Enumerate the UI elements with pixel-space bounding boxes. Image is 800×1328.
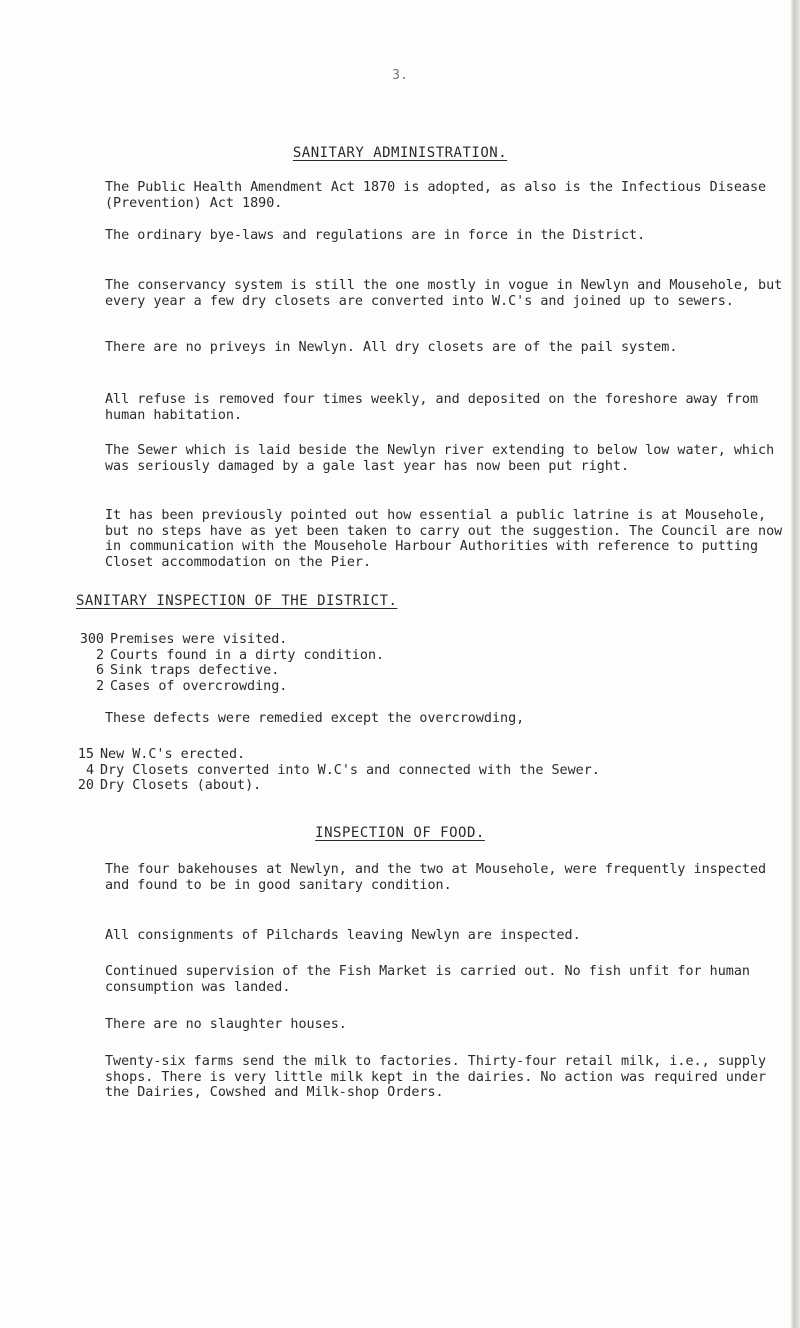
paragraph-public-health-act: The Public Health Amendment Act 1870 is adopted, as also is the Infectious Disease (Prevention) Act 1890. — [105, 180, 767, 211]
paragraph-refuse: All refuse is removed four times weekly, and deposited on the foreshore away from human habitation. — [105, 392, 759, 423]
paragraph-sewer: The Sewer which is laid beside the Newlyn river extending to below low water, which was seriously damaged by a gale last year has now been put right. — [105, 443, 775, 474]
list-item: 20 Dry Closets (about). — [77, 778, 262, 793]
improvements-list — [66, 747, 766, 794]
section-heading-sanitary-administration: SANITARY ADMINISTRATION. — [292, 145, 508, 161]
paragraph-farms-milk: Twenty-six farms send the milk to factories. Thirty-four retail milk, i.e., supply shops. There is very little milk kept in the dairies. No action was required under the Dairies, Cowshed and Milk-shop Orders. — [105, 1054, 767, 1100]
inspection-list — [76, 632, 776, 694]
list-item: 6 Sink traps defective. — [95, 663, 280, 678]
paragraph-bye-laws: The ordinary bye-laws and regulations are in force in the District. — [105, 228, 646, 243]
paragraph-priveys: There are no priveys in Newlyn. All dry closets are of the pail system. — [105, 340, 678, 355]
paragraph-defects-remedied: These defects were remedied except the overcrowding, — [105, 711, 525, 726]
paragraph-pilchards: All consignments of Pilchards leaving Newlyn are inspected. — [105, 928, 581, 943]
section-heading-sanitary-inspection: SANITARY INSPECTION OF THE DISTRICT. — [76, 593, 398, 609]
paragraph-public-latrine: It has been previously pointed out how essential a public latrine is at Mousehole, but no steps have as yet been taken to carry out the suggestion. The Council are now in communication with the Mousehole Harbour Authorities with reference to putting Closet accommodation on the Pier. — [105, 508, 783, 570]
paragraph-bakehouses: The four bakehouses at Newlyn, and the two at Mousehole, were frequently inspected and found to be in good sanitary condition. — [105, 862, 767, 893]
list-item: 300 Premises were visited. — [79, 632, 288, 647]
paragraph-fish-market: Continued supervision of the Fish Market is carried out. No fish unfit for human consumption was landed. — [105, 964, 750, 995]
paragraph-conservancy-system: The conservancy system is still the one mostly in vogue in Newlyn and Mousehole, but every year a few dry closets are converted into W.C's and joined up to sewers. — [105, 278, 783, 309]
page-number: 3. — [392, 68, 408, 83]
list-item: 2 Cases of overcrowding. — [95, 678, 288, 694]
paragraph-slaughter-houses: There are no slaughter houses. — [105, 1017, 347, 1032]
list-item: 4 Dry Closets converted into W.C's and connected with the Sewer. — [85, 762, 600, 778]
list-item: 2 Courts found in a dirty condition. — [95, 647, 385, 663]
list-item: 15 New W.C's erected. — [77, 747, 246, 762]
section-heading-inspection-of-food: INSPECTION OF FOOD. — [315, 825, 485, 841]
